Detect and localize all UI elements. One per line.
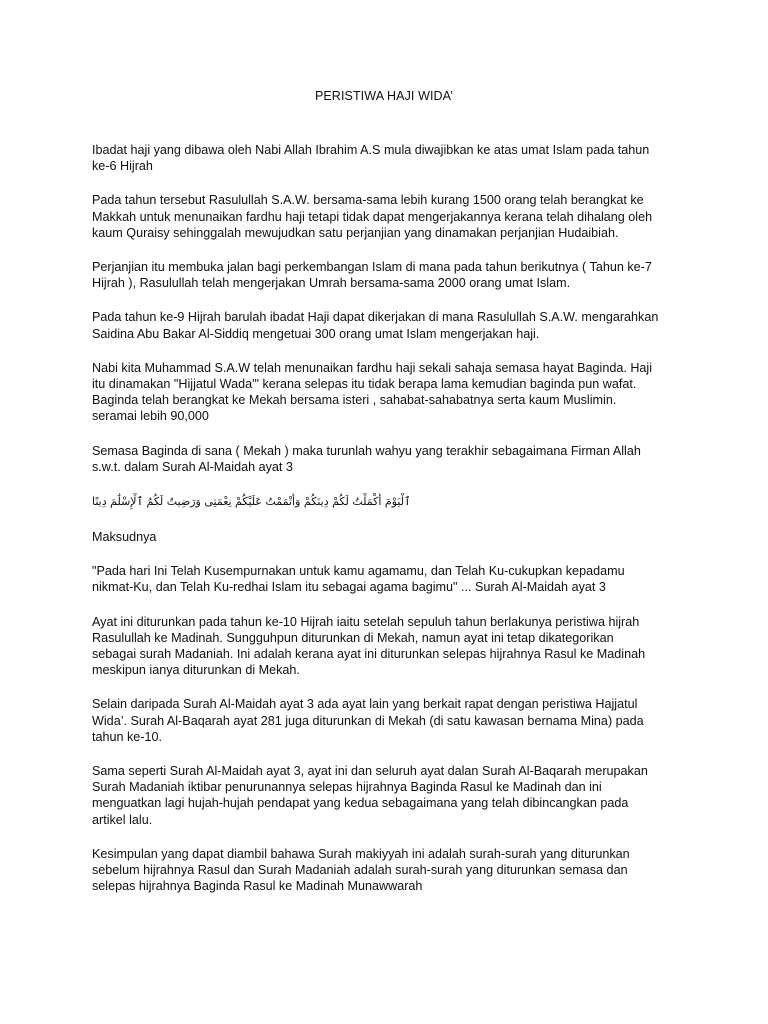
paragraph-revelation: Semasa Baginda di sana ( Mekah ) maka turunlah wahyu yang terakhir sebagaimana Firman Allah s.w.t. dalam Surah Al-Maidah ayat 3: [92, 443, 641, 474]
paragraph-year-9: Pada tahun ke-9 Hijrah barulah ibadat Haji dapat dikerjakan di mana Rasulullah S.A.W. mengarahkan Saidina Abu Bakar Al-Siddiq mengetuai 300 orang umat Islam mengerjakan haji.: [92, 310, 659, 341]
arabic-verse: ٱلْيَوْمَ أَكْمَلْتُ لَكُمْ دِينَكُمْ وَأَتْمَمْتُ عَلَيْكُمْ نِعْمَتِى وَرَضِيتُ لَكُمُ ٱلْإِسْلَٰمَ دِينًا: [92, 495, 411, 509]
paragraph-year-10: Ayat ini diturunkan pada tahun ke-10 Hijrah iaitu setelah sepuluh tahun berlakunya peristiwa hijrah Rasulullah ke Madinah. Sungguhpun diturunkan di Mekah, namun ayat ini tetap dikategorikan sebagai surah Madaniah. Ini adalah kerana ayat ini diturunkan selepas hijrahnya Rasul ke Madinah meskipun ianya diturunkan di Mekah.: [92, 614, 646, 678]
paragraph-translation: "Pada hari Ini Telah Kusempurnakan untuk kamu agamamu, dan Telah Ku-cukupkan kepadamu nikmat-Ku, dan Telah Ku-redhai Islam itu sebagai agama bagimu" ... Surah Al-Maidah ayat 3: [92, 564, 625, 595]
paragraph-intro: Ibadat haji yang dibawa oleh Nabi Allah Ibrahim A.S mula diwajibkan ke atas umat Islam pada tahun ke-6 Hijrah: [92, 143, 650, 174]
paragraph-hijjatul-wada: Nabi kita Muhammad S.A.W telah menunaikan fardhu haji sekali sahaja semasa hayat Baginda. Haji itu dinamakan "Hijjatul Wada'" kerana selepas itu tidak berapa lama kemudian baginda pun wafat. Baginda telah berangkat ke Mekah bersama isteri , sahabat-sahabatnya serta kaum Muslimin. seramai lebih 90,000: [92, 360, 653, 424]
paragraph-hudaibiah: Pada tahun tersebut Rasulullah S.A.W. bersama-sama lebih kurang 1500 orang telah berangkat ke Makkah untuk menunaikan fardhu haji tetapi tidak dapat mengerjakannya kerana telah dihalang oleh kaum Quraisy sehinggalah mewujudkan satu perjanjian yang dinamakan perjanjian Hudaibiah.: [92, 193, 653, 240]
paragraph-al-baqarah: Selain daripada Surah Al-Maidah ayat 3 ada ayat lain yang berkait rapat dengan peristiwa Hajjatul Wida’. Surah Al-Baqarah ayat 281 juga diturunkan di Mekah (di satu kawasan bernama Mina) pada tahun ke-10.: [92, 697, 644, 744]
paragraph-maksudnya: Maksudnya: [92, 530, 157, 545]
paragraph-madaniah: Sama seperti Surah Al-Maidah ayat 3, ayat ini dan seluruh ayat dalan Surah Al-Baqarah merupakan Surah Madaniah iktibar penurunannya selepas hijrahnya Baginda Rasul ke Madinah dan ini menguatkan lagi hujah-hujah pendapat yang kedua sebagaimana yang telah dibincangkan pada artikel lalu.: [92, 764, 648, 827]
paragraph-conclusion: Kesimpulan yang dapat diambil bahawa Surah makiyyah ini adalah surah-surah yang diturunkan sebelum hijrahnya Rasul dan Surah Madaniah adalah surah-surah yang diturunkan semasa dan selepas hijrahnya Baginda Rasul ke Madinah Munawwarah: [92, 846, 630, 894]
document-body: [92, 142, 682, 913]
paragraph-umrah: Perjanjian itu membuka jalan bagi perkembangan Islam di mana pada tahun berikutnya ( Tahun ke-7 Hijrah ), Rasulullah telah mengerjakan Umrah bersama-sama 2000 orang umat Islam.: [92, 260, 652, 291]
document-title: PERISTIWA HAJI WIDA’: [314, 89, 454, 103]
